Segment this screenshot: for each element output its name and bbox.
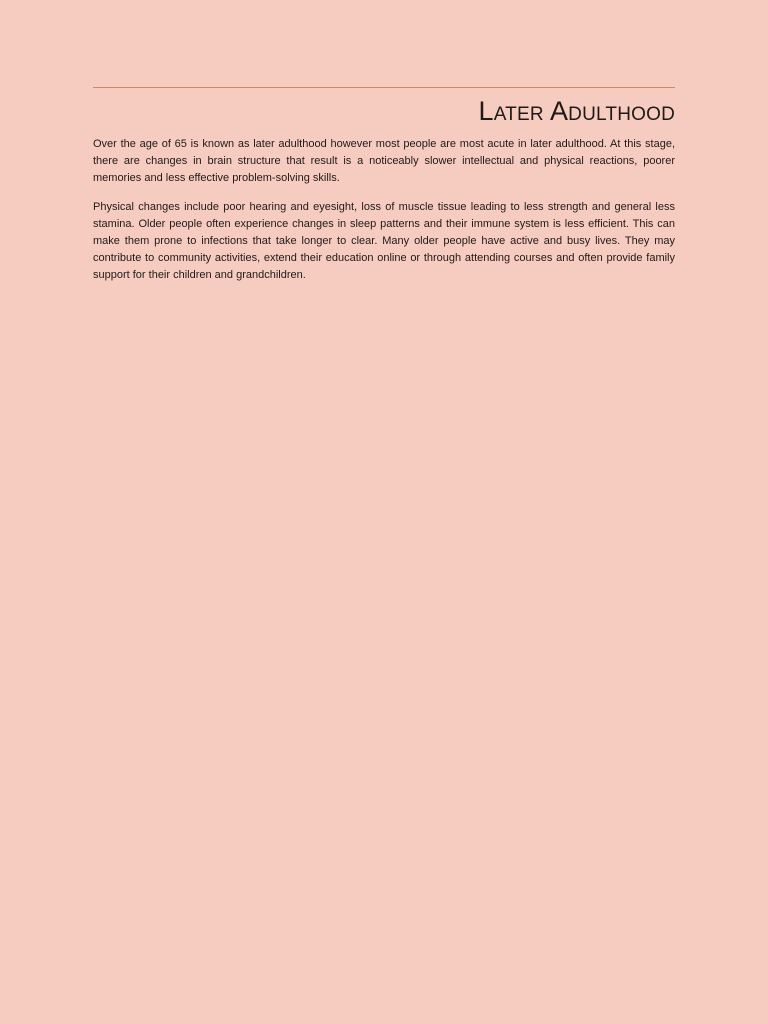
- page-title: Later Adulthood: [478, 96, 675, 126]
- paragraph-intro: Over the age of 65 is known as later adulthood however most people are most acute in later adulthood. At this stage, there are changes in brain structure that result is a noticeably slower intellectual and physical reactions, poorer memories and less effective problem-solving skills.: [93, 138, 675, 184]
- header-rule: [93, 87, 675, 88]
- page-content: [93, 87, 675, 296]
- paragraph-physical-changes: Physical changes include poor hearing and eyesight, loss of muscle tissue leading to less strength and general less stamina. Older people often experience changes in sleep patterns and their immune system is less efficient. This can make them prone to infections that take longer to clear. Many older people have active and busy lives. They may contribute to community activities, extend their education online or through attending courses and often provide family support for their children and grandchildren.: [93, 201, 675, 281]
